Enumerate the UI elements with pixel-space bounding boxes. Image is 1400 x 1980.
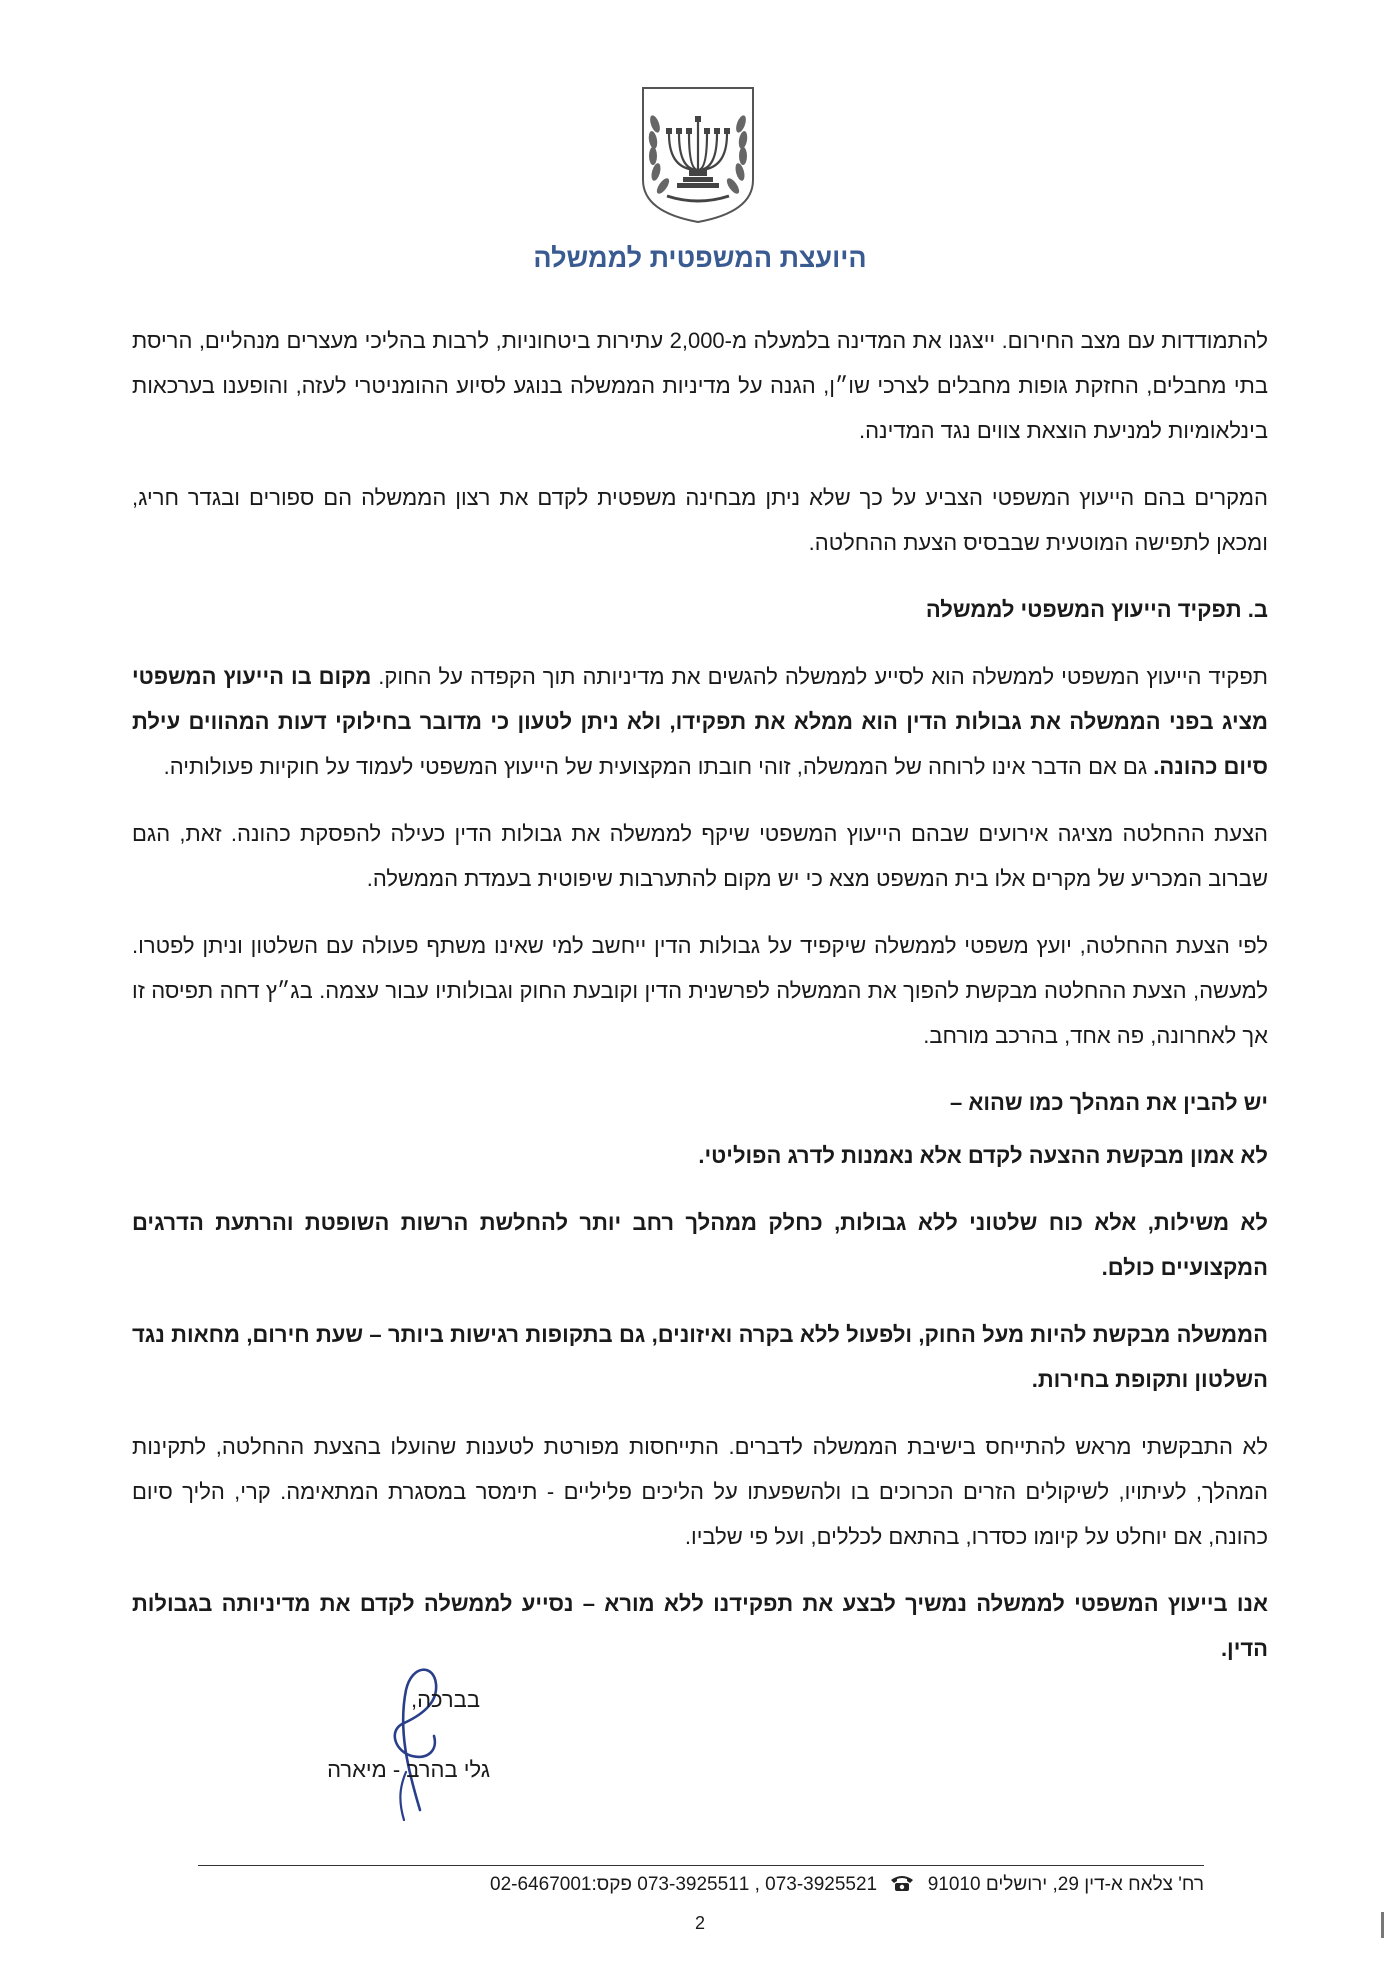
state-emblem-icon <box>639 84 757 226</box>
paragraph-dismissal: לפי הצעת ההחלטה, יועץ משפטי לממשלה שיקפיד על גבולות הדין ייחשב למי שאינו משתף פעולה עם השלטון וניתן לפטרו. למעשה, הצעת ההחלטה מבקשת להפוך את הממשלה לפרשנית הדין וקובעת החוק וגבולותיו עבור עצמה. בג״ץ דחה תפיסה זו אך לאחרונה, פה אחד, בהרכב מורחב. <box>132 933 1268 1048</box>
footer-divider <box>198 1865 1204 1866</box>
telephone-icon <box>890 1874 914 1892</box>
paragraph-closing-commitment: אנו בייעוץ המשפטי לממשלה נמשיך לבצע את תפקידנו ללא מורא – נסייע לממשלה לקדם את מדיניותה בגבולות הדין. <box>132 1591 1268 1661</box>
letter-body <box>132 318 1268 1693</box>
footer-contact <box>198 1874 1204 1896</box>
scan-edge-mark <box>1381 1912 1384 1938</box>
signature-closing: בברכה, <box>410 1687 480 1712</box>
signatory-name: גלי בהרב - מיארה <box>327 1757 490 1782</box>
footer-fax: 02-6467001 <box>490 1874 592 1895</box>
section-heading-role: ב. תפקיד הייעוץ המשפטי לממשלה <box>925 597 1268 622</box>
handwritten-signature <box>288 1660 548 1830</box>
paragraph-exceptions: המקרים בהם הייעוץ המשפטי הצביע על כך שלא ניתן מבחינה משפטית לקדם את רצון הממשלה הם ספורים ובגדר חריג, ומכאן לתפישה המוטעית שבבסיס הצעת ההחלטה. <box>132 485 1268 555</box>
role-text-part-1: תפקיד הייעוץ המשפטי לממשלה הוא לסייע לממשלה להגשים את מדיניותה תוך הקפדה על החוק. <box>371 664 1268 689</box>
statement-above-law: הממשלה מבקשת להיות מעל החוק, ולפעול ללא בקרה ואיזונים, גם בתקופות רגישות ביותר – שעת חירום, מחאות נגד השלטון ותקופת בחירות. <box>132 1322 1268 1392</box>
page-number: 2 <box>694 1913 705 1933</box>
statement-loyalty: לא אמון מבקשת ההצעה לקדם אלא נאמנות לדרג הפוליטי. <box>698 1143 1268 1168</box>
paragraph-role-of-counsel <box>132 654 1268 789</box>
footer-phones: 073-3925511 , 073-3925521 <box>637 1874 878 1895</box>
office-title: היועצת המשפטית לממשלה <box>533 243 867 273</box>
footer-address: רח' צלאח א-דין 29, ירושלים 91010 <box>927 1874 1204 1895</box>
paragraph-events: הצעת ההחלטה מציגה אירועים שבהם הייעוץ המשפטי שיקף לממשלה את גבולות הדין כעילה להפסקת כהונה. זאת, הגם שברוב המכריע של מקרים אלו בית המשפט מצא כי יש מקום להתערבות שיפוטית בעמדת הממשלה. <box>132 821 1268 891</box>
paragraph-security-petitions: להתמודדות עם מצב החירום. ייצגנו את המדינה בלמעלה מ-2,000 עתירות ביטחוניות, לרבות בהליכי מעצרים מנהליים, הריסת בתי מחבלים, החזקת גופות מחבלים לצרכי שו״ן, הגנה על מדיניות הממשלה בנוגע לסיוע ההומניטרי לעזה, והופענו בערכאות בינלאומיות למניעת הוצאת צווים נגד המדינה. <box>132 328 1268 443</box>
statement-understand: יש להבין את המהלך כמו שהוא – <box>950 1090 1268 1115</box>
paragraph-not-asked: לא התבקשתי מראש להתייחס בישיבת הממשלה לדברים. התייחסות מפורטת לטענות שהועלו בהצעת ההחלטה, לתקינות המהלך, לעיתויו, לשיקולים הזרים הכרוכים בו ולהשפעתו על הליכים פליליים - תימסר במסגרת המתאימה. קרי, הליך סיום כהונה, אם יוחלט על קיומו כסדרו, בהתאם לכללים, ועל פי שלביו. <box>132 1434 1268 1549</box>
footer-fax-label: פקס: <box>591 1874 633 1895</box>
role-text-part-2: גם אם הדבר אינו לרוחה של הממשלה, זוהי חובתו המקצועית של הייעוץ המשפטי לעמוד על חוקיות פעולותיה. <box>163 754 1154 779</box>
statement-power: לא משילות, אלא כוח שלטוני ללא גבולות, כחלק ממהלך רחב יותר להחלשת הרשות השופטת והרתעת הדרגים המקצועיים כולם. <box>132 1210 1268 1280</box>
role-text-emphasis: מקום בו הייעוץ המשפטי מציג בפני הממשלה את גבולות הדין הוא ממלא את תפקידו, ולא ניתן לטעון כי מדובר בחילוקי דעות המהווים עילת סיום כהונה. <box>132 664 1268 779</box>
